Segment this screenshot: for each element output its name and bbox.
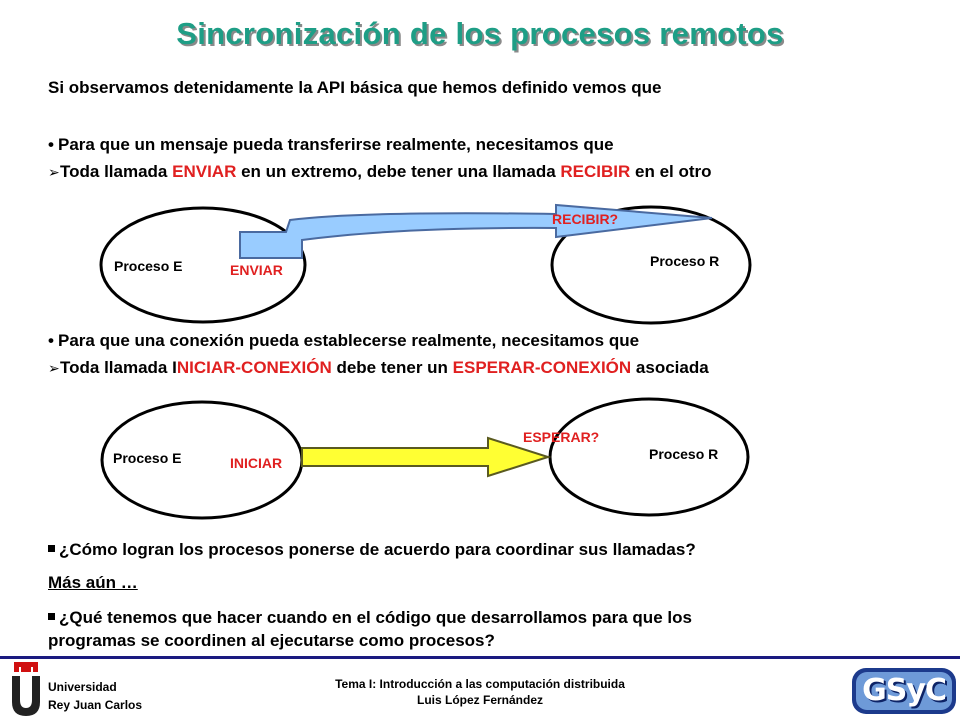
enviar-label: ENVIAR: [230, 262, 283, 278]
intro-text: Si observamos detenidamente la API básica que hemos definido vemos que: [48, 78, 662, 97]
bullet-dot-icon: •: [48, 331, 54, 350]
rule-text: asociada: [631, 358, 709, 377]
section2-bullet-text: Para que una conexión pueda establecerse realmente, necesitamos que: [58, 331, 640, 350]
question-2-line1: ¿Qué tenemos que hacer cuando en el código que desarrollamos para que los: [59, 608, 692, 627]
question-1: [48, 540, 696, 560]
connect-arrow-2: [302, 438, 548, 476]
recibir-label: RECIBIR?: [552, 211, 619, 227]
esperar-label: ESPERAR?: [523, 429, 600, 445]
process-r-label-1: Proceso R: [650, 253, 720, 269]
gsyc-logo: [852, 668, 956, 714]
arrow-bullet-icon: ➢: [48, 360, 60, 376]
keyword-enviar: ENVIAR: [172, 162, 237, 181]
process-e-label-1: Proceso E: [114, 258, 183, 274]
section2-rule: [48, 358, 709, 378]
section2-bullet: [48, 331, 639, 351]
rule-text: en un extremo, debe tener una llamada: [236, 162, 561, 181]
rule-text: en el otro: [630, 162, 712, 181]
rule-text: debe tener un: [331, 358, 453, 377]
rule-text: Toda llamada: [60, 162, 173, 181]
footer-topic: Tema I: Introducción a las computación distribuida: [335, 677, 625, 691]
keyword-recibir: RECIBIR: [560, 162, 631, 181]
question-1-text: ¿Cómo logran los procesos ponerse de acuerdo para coordinar sus llamadas?: [59, 540, 696, 559]
bullet-dot-icon: •: [48, 135, 54, 154]
keyword-esperar-conexion: ESPERAR-CONEXIÓN: [452, 358, 632, 377]
gsyc-logo-text: GSyC: [862, 673, 946, 708]
university-name-2: Rey Juan Carlos: [48, 698, 143, 712]
footer-author: Luis López Fernández: [416, 693, 543, 707]
keyword-iniciar-conexion: NICIAR-CONEXIÓN: [176, 358, 332, 377]
process-e-label-2: Proceso E: [113, 450, 182, 466]
footer-rule: [0, 656, 960, 659]
rule-text: Toda llamada I: [60, 358, 177, 377]
more-text: Más aún …: [48, 573, 138, 592]
square-bullet-icon: [48, 613, 55, 620]
university-name-1: Universidad: [48, 680, 117, 694]
question-2: [48, 608, 692, 628]
process-r-label-2: Proceso R: [649, 446, 719, 462]
iniciar-label: INICIAR: [230, 455, 283, 471]
square-bullet-icon: [48, 545, 55, 552]
page-title: Sincronización de los procesos remotos: [176, 16, 784, 51]
send-arrow-1: [240, 205, 712, 258]
section1-bullet-text: Para que un mensaje pueda transferirse realmente, necesitamos que: [58, 135, 614, 154]
question-2-line2: programas se coordinen al ejecutarse como procesos?: [48, 631, 495, 650]
arrow-bullet-icon: ➢: [48, 164, 60, 180]
